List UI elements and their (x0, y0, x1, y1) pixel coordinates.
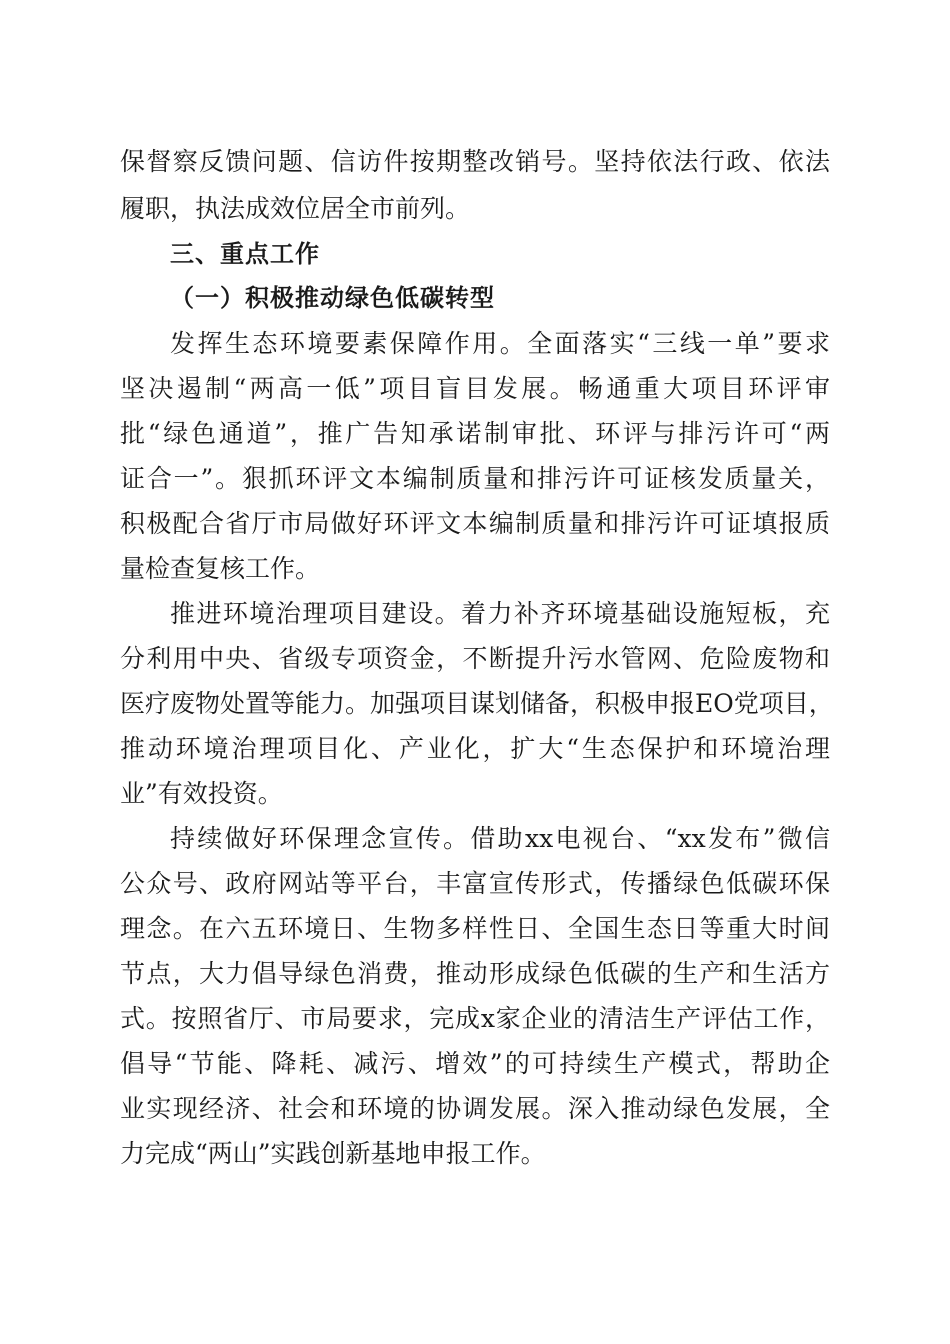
paragraph3-line-5: 式。按照省厅、市局要求，完成x家企业的清洁生产评估工作， (120, 1004, 830, 1033)
intro-line-1: 保督察反馈问题、信访件按期整改销号。坚持依法行政、依法 (120, 147, 830, 176)
paragraph3-line-4: 节点，大力倡导绿色消费，推动形成绿色低碳的生产和生活方 (120, 959, 830, 988)
paragraph3-line-6: 倡导“节能、降耗、减污、增效”的可持续生产模式，帮助企 (120, 1049, 830, 1078)
paragraph1-line-2: 坚决遏制“两高一低”项目盲目发展。畅通重大项目环评审 (120, 374, 830, 403)
paragraph1-line-5: 积极配合省厅市局做好环评文本编制质量和排污许可证填报质 (120, 509, 830, 538)
paragraph3-line-3: 理念。在六五环境日、生物多样性日、全国生态日等重大时间 (120, 914, 830, 943)
paragraph2-line-5: 业”有效投资。 (120, 779, 283, 808)
paragraph3-line-7: 业实现经济、社会和环境的协调发展。深入推动绿色发展，全 (120, 1094, 830, 1123)
paragraph3-line-1: 持续做好环保理念宣传。借助xx电视台、“xx发布”微信 (170, 824, 830, 853)
paragraph1-line-4: 证合一”。狠抓环评文本编制质量和排污许可证核发质量关， (120, 464, 830, 493)
paragraph2-line-3: 医疗废物处置等能力。加强项目谋划储备，积极申报EO党项目， (120, 689, 834, 718)
intro-line-2: 履职，执法成效位居全市前列。 (120, 194, 471, 223)
paragraph1-line-1: 发挥生态环境要素保障作用。全面落实“三线一单”要求 (170, 329, 830, 358)
subsection-heading: （一）积极推动绿色低碳转型 (170, 283, 495, 312)
paragraph1-line-6: 量检查复核工作。 (120, 554, 321, 583)
paragraph2-line-1: 推进环境治理项目建设。着力补齐环境基础设施短板，充 (170, 599, 830, 628)
section-heading: 三、重点工作 (170, 240, 320, 268)
paragraph3-line-8: 力完成“两山”实践创新基地申报工作。 (120, 1139, 546, 1168)
paragraph1-line-3: 批“绿色通道”，推广告知承诺制审批、环评与排污许可“两 (120, 419, 830, 448)
paragraph2-line-2: 分利用中央、省级专项资金，不断提升污水管网、危险废物和 (120, 644, 830, 673)
paragraph3-line-2: 公众号、政府网站等平台，丰富宣传形式，传播绿色低碳环保 (120, 869, 830, 898)
paragraph2-line-4: 推动环境治理项目化、产业化，扩大“生态保护和环境治理 (120, 734, 830, 763)
